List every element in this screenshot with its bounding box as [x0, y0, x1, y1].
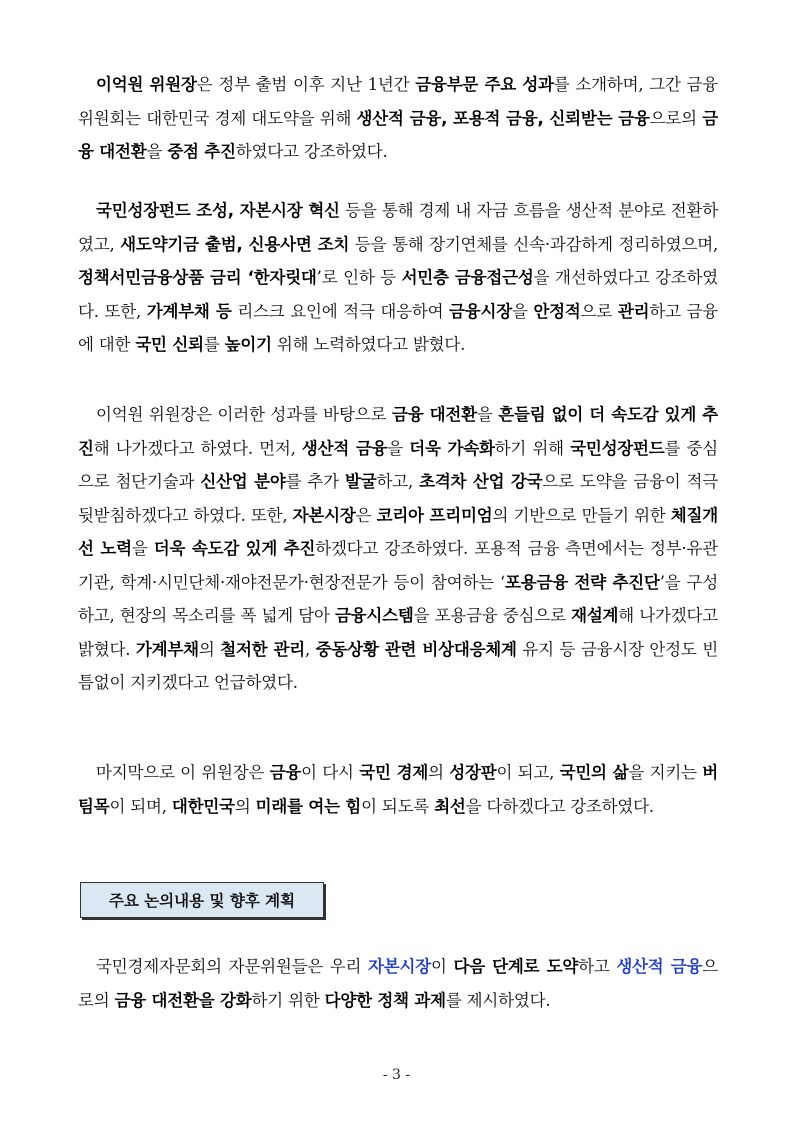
- emphasis-text: 대한민국: [171, 796, 235, 816]
- body-text: 을: [387, 438, 410, 458]
- body-text: 하고,: [376, 472, 420, 491]
- body-text: 의: [198, 639, 221, 659]
- emphasis-text: 자본시장: [368, 957, 431, 976]
- body-text: 이 되고,: [496, 763, 560, 782]
- emphasis-text: 이억원 위원장: [96, 75, 197, 94]
- emphasis-text: 신산업 분야: [200, 472, 286, 491]
- emphasis-text: 가계부채 등: [146, 301, 232, 321]
- body-text: 으로의: [78, 957, 718, 1010]
- body-text: 이: [430, 957, 454, 976]
- body-text: ’로 인하 등: [316, 268, 402, 287]
- body-text: ,: [305, 639, 316, 659]
- emphasis-text: 코리아 프리미엄: [376, 505, 493, 525]
- emphasis-text: 재설계: [571, 606, 619, 625]
- emphasis-text: 포용금융 전략 추진단: [505, 572, 660, 592]
- body-text: 하고 금융에 대한: [78, 301, 718, 354]
- emphasis-text: 금융 대전환을 강화: [114, 990, 252, 1010]
- emphasis-text: 중점 추진: [167, 142, 236, 161]
- emphasis-text: 버팀목: [78, 763, 718, 816]
- emphasis-text: 흔들림 없이 더 속도감 있게 추진: [78, 405, 718, 458]
- body-text: 이 되며,: [109, 796, 172, 816]
- body-text: 하기 위한: [251, 990, 325, 1010]
- emphasis-text: 국민성장펀드: [570, 438, 665, 458]
- paragraph-achievements: [78, 68, 718, 169]
- emphasis-text: 최선: [434, 796, 466, 816]
- body-text: 리스크 요인에 적극 대응하여: [231, 301, 450, 321]
- emphasis-text: 철저한 관리: [220, 639, 306, 659]
- body-text: 등을 통해 경제 내 자금 흐름을 생산적 분야로 전환하였고,: [78, 201, 718, 254]
- emphasis-text: 새도약기금 출범, 신용사면 조치: [120, 234, 350, 254]
- body-text: 이억원 위원장은 이러한 성과를 바탕으로: [96, 405, 392, 424]
- emphasis-text: 높이기: [224, 335, 272, 354]
- paragraph-advisors-discussion: [78, 950, 718, 1017]
- emphasis-text: 가계부채: [135, 639, 199, 659]
- body-text: 를 추가: [285, 472, 345, 491]
- body-text: 을: [511, 301, 534, 321]
- body-text: 마지막으로 이 위원장은: [96, 763, 270, 782]
- emphasis-text: 서민층 금융접근성: [401, 268, 534, 287]
- page-number: - 3 -: [382, 1067, 411, 1083]
- emphasis-text: 금융 대전환: [391, 405, 477, 424]
- emphasis-text: 더욱 속도감 있게 추진: [153, 539, 316, 558]
- body-text: 을 다하겠다고 강조하였다.: [465, 796, 654, 816]
- body-text: 이 다시: [301, 763, 360, 782]
- body-text: 을 지키는: [628, 763, 703, 782]
- paragraph-closing-remarks: [78, 756, 718, 823]
- emphasis-text: 미래를 여는 힘: [255, 796, 362, 816]
- body-text: 국민경제자문회의 자문위원들은 우리: [96, 957, 369, 976]
- body-text: 의: [234, 796, 256, 816]
- body-text: 하였다고 강조하였다.: [235, 142, 388, 161]
- emphasis-text: 체질개선 노력: [78, 505, 718, 558]
- body-text: 하고: [578, 957, 617, 976]
- body-text: 은 정부 출범 이후 지난 1년간: [196, 75, 416, 94]
- body-text: 해 나가겠다고 하였다. 먼저,: [93, 438, 302, 458]
- emphasis-text: 관리: [617, 301, 650, 321]
- body-text: 를 중심으로 첨단기술과: [78, 438, 718, 491]
- emphasis-text: 더욱 가속화: [409, 438, 495, 458]
- body-text: 을: [146, 142, 168, 161]
- body-text: 를: [203, 335, 225, 354]
- body-text: 해 나가겠다고 밝혔다.: [78, 606, 718, 659]
- emphasis-text: 초격차 산업 강국: [419, 472, 543, 491]
- emphasis-text: 금융시장: [449, 301, 512, 321]
- body-text: 을 개선하였다고 강조하였다. 또한,: [78, 268, 718, 321]
- emphasis-text: 국민 신뢰: [135, 335, 204, 354]
- body-text: 을: [476, 405, 499, 424]
- paragraph-future-plans: [78, 398, 718, 700]
- emphasis-text: 자본시장: [292, 505, 356, 525]
- body-text: 를 소개하며, 그간 금융위원회는 대한민국 경제 대도약을 위해: [78, 75, 718, 128]
- emphasis-text: 발굴: [344, 472, 377, 491]
- body-text: 으로 도약을 금융이 적극 뒷받침하겠다고 하였다. 또한,: [78, 472, 719, 525]
- emphasis-text: 국민의 삶: [559, 763, 629, 782]
- body-text: 를 제시하였다.: [445, 990, 551, 1010]
- emphasis-text: 생산적 금융, 포용적 금융, 신뢰받는 금융: [356, 108, 650, 128]
- body-text: 의 기반으로 만들기 위한: [492, 505, 671, 525]
- body-text: 등을 통해 장기연체를 신속·과감하게 정리하였으며,: [349, 234, 718, 254]
- section-heading: 주요 논의내용 및 향후 계획: [108, 892, 296, 910]
- emphasis-text: 생산적 금융: [616, 957, 703, 976]
- body-text: 하기 위해: [494, 438, 571, 458]
- emphasis-text: 국민성장펀드 조성, 자본시장 혁신: [96, 201, 340, 220]
- body-text: 으로의: [649, 108, 703, 128]
- body-text: 위해 노력하였다고 밝혔다.: [271, 335, 466, 354]
- emphasis-text: 금융 대전환: [78, 108, 718, 161]
- section-heading-box: [80, 882, 324, 918]
- emphasis-text: 다음 단계로 도약: [453, 957, 579, 976]
- body-text: 이 되도록: [361, 796, 435, 816]
- emphasis-text: 안정적: [533, 301, 581, 321]
- body-text: 은: [355, 505, 377, 525]
- body-text: 을: [131, 539, 154, 558]
- body-text: 하겠다고 강조하였다. 포용적 금융 측면에서는 정부·유관기관, 학계·시민단체·재야전문가·현장전문가 등이 참여하는 ‘: [78, 539, 719, 592]
- body-text: 유지 등 금융시장 안정도 빈틈없이 지키겠다고 언급하였다.: [78, 639, 718, 692]
- emphasis-text: 금융시스템: [334, 606, 414, 625]
- emphasis-text: 생산적 금융: [301, 438, 388, 458]
- body-text: 의: [428, 763, 450, 782]
- body-text: 으로: [580, 301, 618, 321]
- emphasis-text: 금융부문 주요 성과: [415, 75, 554, 94]
- body-text: ’을 구성하고, 현장의 목소리를 폭 넓게 담아: [78, 572, 718, 625]
- emphasis-text: 성장판: [449, 763, 497, 782]
- emphasis-text: 정책서민금융상품 금리 ‘한자릿대: [78, 268, 317, 287]
- emphasis-text: 다양한 정책 과제: [324, 990, 446, 1010]
- emphasis-text: 국민 경제: [359, 763, 429, 782]
- paragraph-policy-results: [78, 194, 718, 362]
- emphasis-text: 중동상황 관련 비상대응체계: [315, 639, 517, 659]
- body-text: 을 포용금융 중심으로: [413, 606, 572, 625]
- emphasis-text: 금융: [269, 763, 302, 782]
